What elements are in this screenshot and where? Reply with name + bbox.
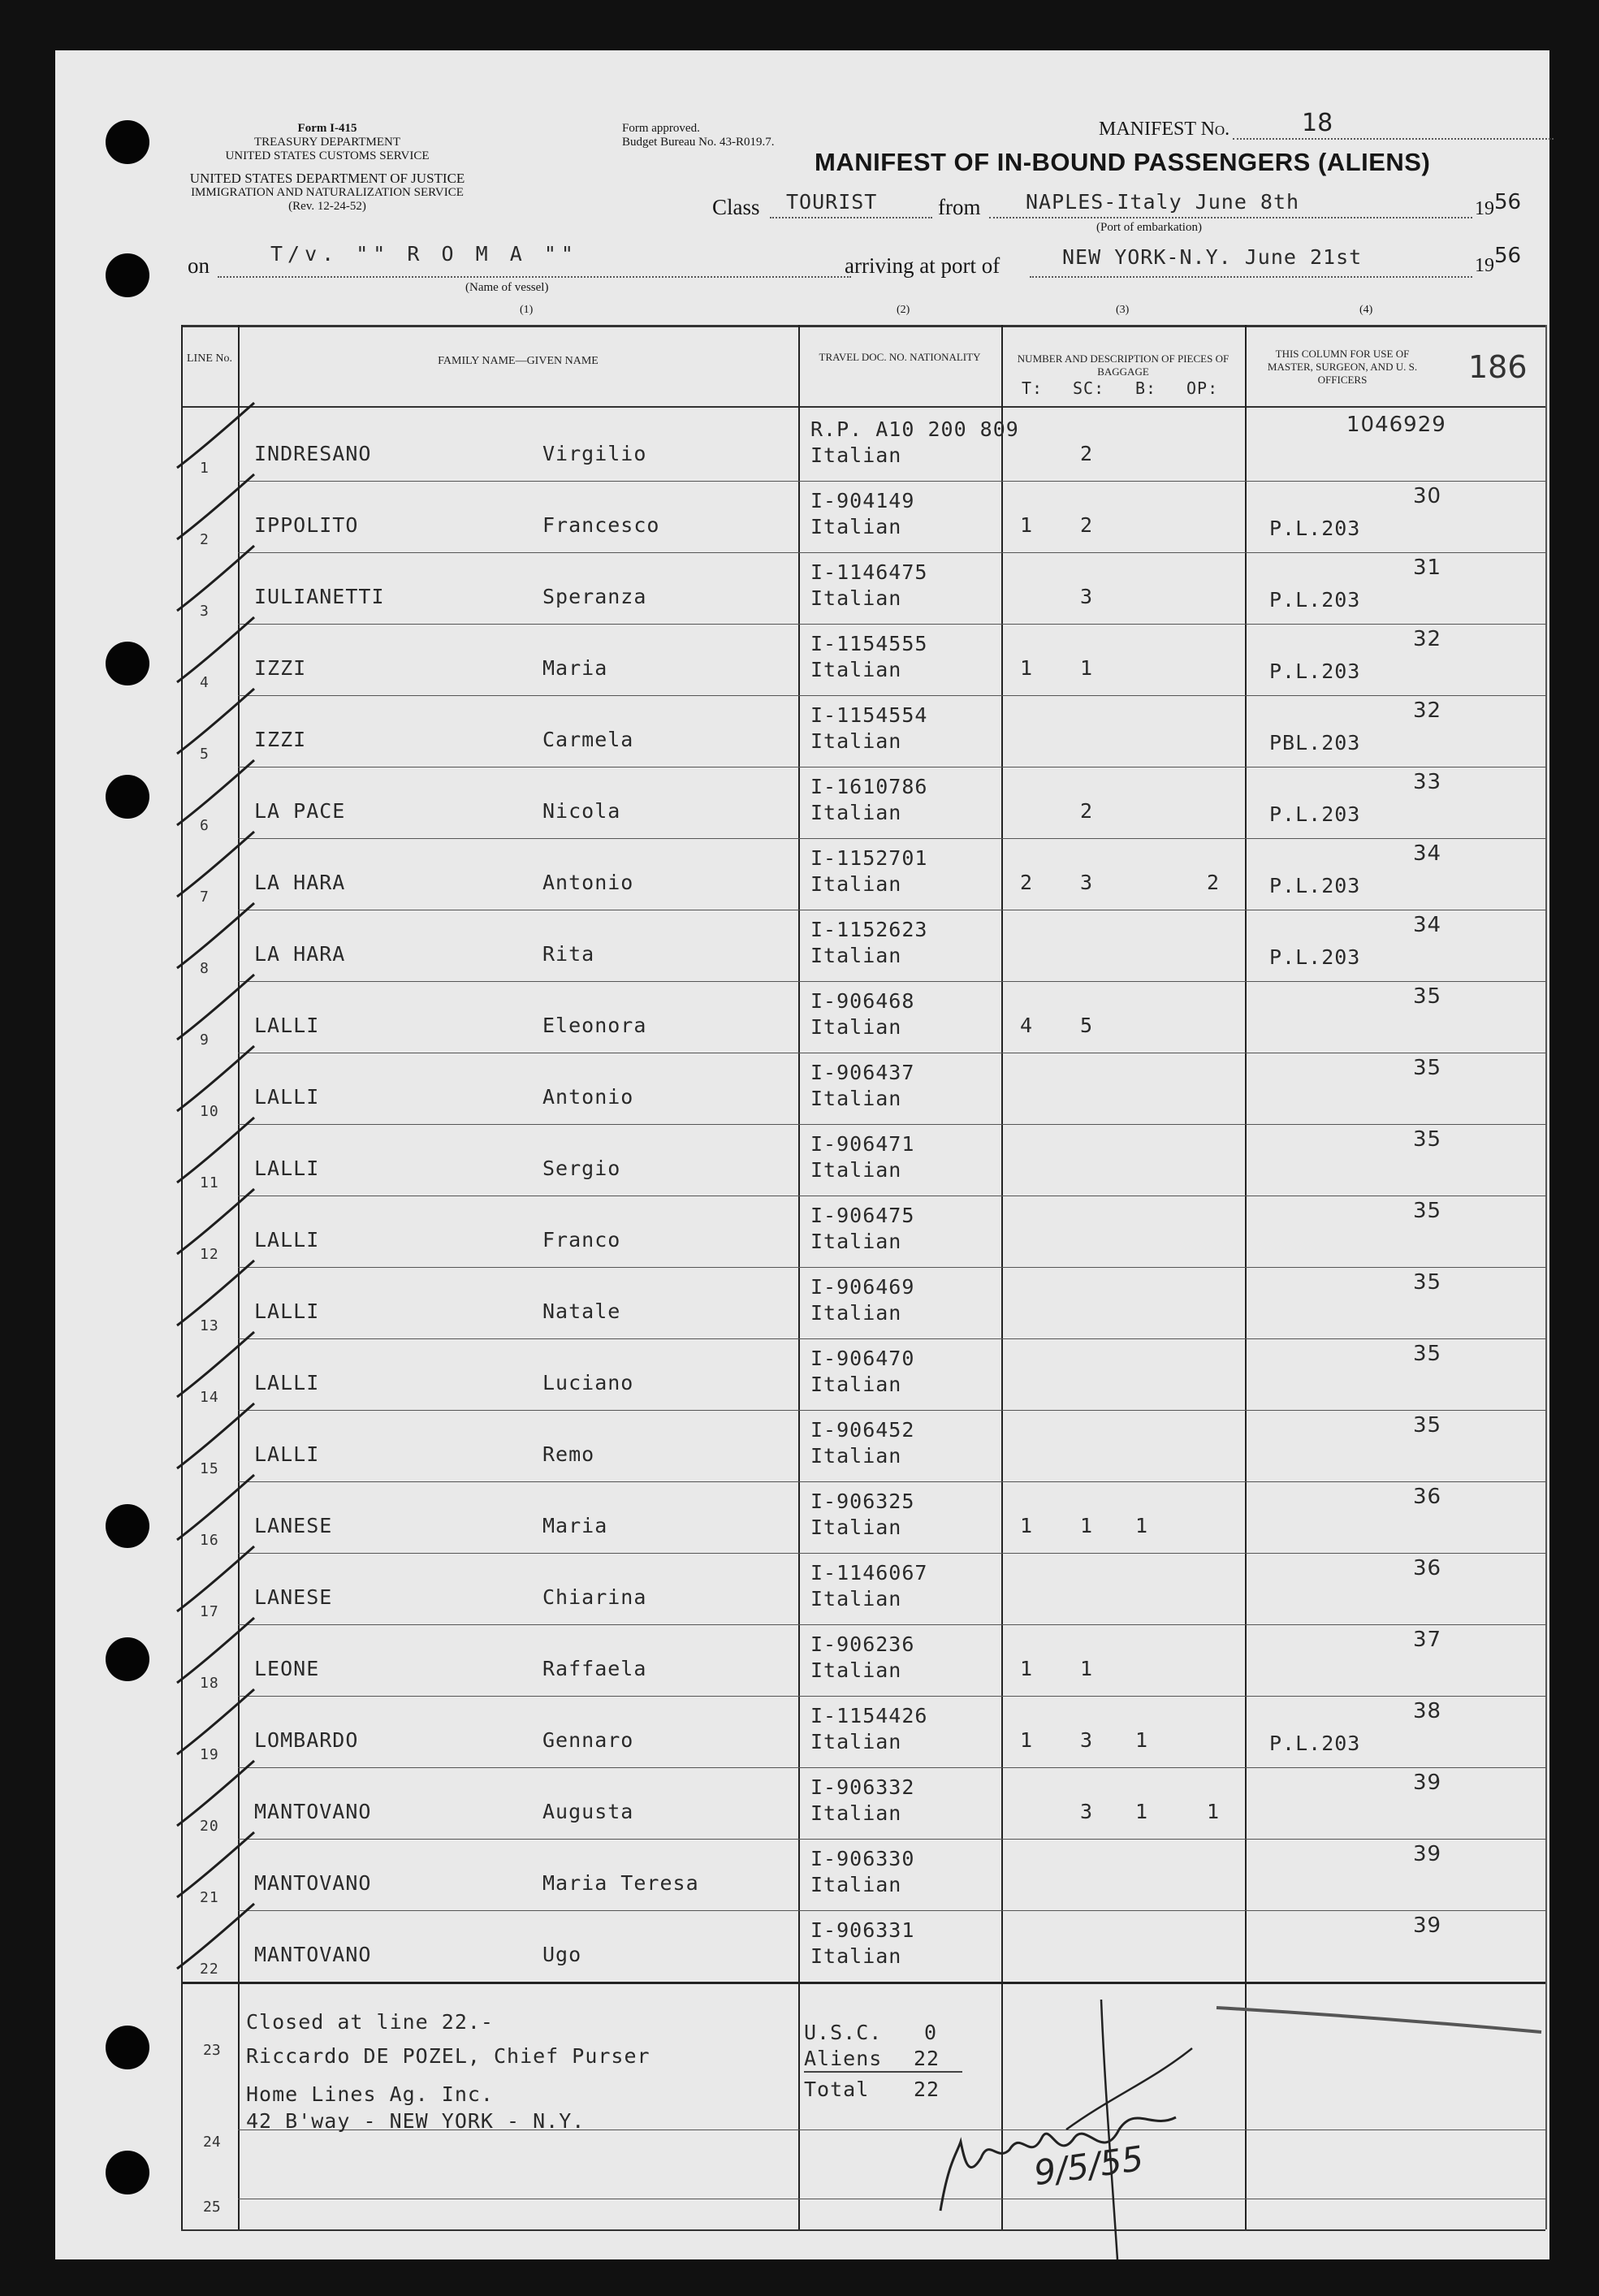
- total-value: 22: [914, 2078, 940, 2101]
- travel-doc-number: I-1154426: [810, 1704, 928, 1727]
- given-name: Nicola: [542, 799, 621, 823]
- travel-doc-number: I-1152701: [810, 846, 928, 870]
- family-name: LOMBARDO: [254, 1728, 359, 1752]
- officer-number: 35: [1413, 1199, 1442, 1223]
- bag-t-label: T:: [1022, 378, 1044, 398]
- arriving-label: arriving at port of: [845, 253, 1000, 278]
- table-row: [55, 1412, 1549, 1483]
- budget-bureau-no: Budget Bureau No. 43-R019.7.: [622, 136, 775, 149]
- travel-doc-number: I-906330: [810, 1847, 915, 1870]
- given-name: Francesco: [542, 513, 660, 537]
- line-number: 14: [200, 1389, 219, 1406]
- family-name: INDRESANO: [254, 442, 372, 465]
- travel-doc-number: I-1154554: [810, 703, 928, 727]
- line-number: 1: [200, 460, 210, 477]
- arrival-year: 56: [1494, 244, 1522, 268]
- agency-address: 42 B'way - NEW YORK - N.Y.: [246, 2109, 586, 2133]
- aliens-label: Aliens: [804, 2047, 883, 2070]
- table-row: [55, 1554, 1549, 1626]
- nationality: Italian: [810, 1087, 902, 1110]
- travel-doc-number: I-906437: [810, 1061, 915, 1084]
- port-embarkation-note: (Port of embarkation): [1096, 221, 1202, 234]
- line-number: 18: [200, 1675, 219, 1692]
- given-name: Sergio: [542, 1157, 621, 1180]
- travel-doc-number: I-904149: [810, 489, 915, 512]
- nationality: Italian: [810, 658, 902, 681]
- baggage-trunks: 2: [1020, 871, 1034, 894]
- line-number: 17: [200, 1603, 219, 1620]
- given-name: Speranza: [542, 585, 647, 608]
- form-id: Form I-415: [297, 122, 357, 135]
- table-row: [55, 840, 1549, 911]
- row-divider: [238, 1410, 1545, 1411]
- officer-number: 39: [1413, 1771, 1442, 1795]
- officer-number: 32: [1413, 627, 1442, 651]
- travel-doc-number: I-1154555: [810, 632, 928, 655]
- row-divider: [238, 1481, 1545, 1482]
- col-number-1: (1): [520, 304, 534, 316]
- punch-hole: [106, 253, 149, 297]
- line-number: 2: [200, 531, 210, 548]
- baggage-bags: 1: [1135, 1514, 1149, 1537]
- line-number: 3: [200, 603, 210, 620]
- line-number: 6: [200, 817, 210, 834]
- row-divider: [238, 838, 1545, 839]
- line-number: 5: [200, 746, 210, 763]
- table-row: [55, 625, 1549, 697]
- travel-doc-number: I-906471: [810, 1132, 915, 1156]
- family-name: IULIANETTI: [254, 585, 385, 608]
- bag-sc-label: SC:: [1073, 378, 1105, 398]
- baggage-suitcases: 5: [1080, 1014, 1094, 1037]
- family-name: LA PACE: [254, 799, 346, 823]
- baggage-trunks: 1: [1020, 1657, 1034, 1680]
- baggage-bags: 1: [1135, 1728, 1149, 1752]
- nationality: Italian: [810, 1015, 902, 1039]
- officer-number: 39: [1413, 1913, 1442, 1938]
- given-name: Franco: [542, 1228, 621, 1252]
- officer-number: 35: [1413, 1342, 1442, 1366]
- line-number: 11: [200, 1174, 219, 1191]
- officer-number: 33: [1413, 770, 1442, 794]
- class-label: Class: [712, 195, 760, 219]
- class-value: TOURIST: [786, 190, 878, 214]
- col-number-3: (3): [1116, 304, 1130, 316]
- nationality: Italian: [810, 729, 902, 753]
- baggage-other: 1: [1207, 1800, 1221, 1823]
- travel-doc-number: I-906331: [810, 1918, 915, 1942]
- col-header-name: FAMILY NAME—GIVEN NAME: [438, 355, 599, 367]
- manifest-no-label: MANIFEST No.: [1099, 119, 1230, 140]
- baggage-suitcases: 3: [1080, 1800, 1094, 1823]
- family-name: LANESE: [254, 1514, 333, 1537]
- line-number: 10: [200, 1103, 219, 1120]
- col-header-line-no: LINE No.: [187, 352, 232, 365]
- travel-doc-number: I-1152623: [810, 918, 928, 941]
- nationality: Italian: [810, 944, 902, 967]
- usc-label: U.S.C.: [804, 2021, 883, 2044]
- line-number: 19: [200, 1746, 219, 1763]
- line-number: 23: [203, 2042, 221, 2059]
- given-name: Maria: [542, 656, 608, 680]
- manifest-no-value: 18: [1302, 109, 1333, 137]
- nationality: Italian: [810, 1873, 902, 1896]
- baggage-suitcases: 1: [1080, 1657, 1094, 1680]
- nationality: Italian: [810, 1587, 902, 1611]
- baggage-suitcases: 3: [1080, 1728, 1094, 1752]
- table-row: [55, 1126, 1549, 1197]
- bag-b-label: B:: [1135, 378, 1157, 398]
- nationality: Italian: [810, 801, 902, 824]
- line-number: 25: [203, 2199, 221, 2216]
- port-of-embarkation: NAPLES-Italy June 8th: [1026, 190, 1300, 214]
- table-row: [55, 411, 1549, 482]
- nationality: Italian: [810, 1944, 902, 1968]
- family-name: IZZI: [254, 728, 307, 751]
- dept-customs: UNITED STATES CUSTOMS SERVICE: [225, 149, 430, 162]
- table-row: [55, 1483, 1549, 1554]
- family-name: IPPOLITO: [254, 513, 359, 537]
- baggage-trunks: 1: [1020, 513, 1034, 537]
- given-name: Maria Teresa: [542, 1871, 699, 1895]
- travel-doc-number: I-906470: [810, 1347, 915, 1370]
- family-name: MANTOVANO: [254, 1871, 372, 1895]
- line-number: 15: [200, 1460, 219, 1477]
- nationality: Italian: [810, 1158, 902, 1182]
- vessel-name: T/v. "" R O M A "": [270, 242, 578, 266]
- officer-number: 35: [1413, 1413, 1442, 1438]
- baggage-trunks: 1: [1020, 1728, 1034, 1752]
- line-number: 16: [200, 1532, 219, 1549]
- given-name: Natale: [542, 1299, 621, 1323]
- officer-number: 34: [1413, 841, 1442, 866]
- nationality: Italian: [810, 1230, 902, 1253]
- total-label: Total: [804, 2078, 870, 2101]
- officer-number: 35: [1413, 1270, 1442, 1295]
- nationality: Italian: [810, 1801, 902, 1825]
- row-divider: [238, 552, 1545, 553]
- table-row: [55, 1912, 1549, 1983]
- row-divider: [238, 624, 1545, 625]
- punch-hole: [106, 120, 149, 164]
- col-number-4: (4): [1359, 304, 1373, 316]
- baggage-suitcases: 1: [1080, 1514, 1094, 1537]
- travel-doc-number: I-1146475: [810, 560, 928, 584]
- travel-doc-number: I-906475: [810, 1204, 915, 1227]
- family-name: LALLI: [254, 1299, 320, 1323]
- officer-note: P.L.203: [1269, 588, 1361, 612]
- given-name: Maria: [542, 1514, 608, 1537]
- travel-doc-number: I-906469: [810, 1275, 915, 1299]
- table-row: [55, 697, 1549, 768]
- from-label: from: [938, 195, 981, 219]
- manifest-title: MANIFEST OF IN-BOUND PASSENGERS (ALIENS): [815, 148, 1431, 176]
- travel-doc-number: I-906236: [810, 1632, 915, 1656]
- row-divider: [238, 1910, 1545, 1911]
- table-row: [55, 911, 1549, 983]
- baggage-bags: 1: [1135, 1800, 1149, 1823]
- officer-note: P.L.203: [1269, 945, 1361, 969]
- baggage-suitcases: 2: [1080, 442, 1094, 465]
- table-row: [55, 1697, 1549, 1769]
- punch-hole: [106, 2026, 149, 2069]
- line-number: 22: [200, 1961, 219, 1978]
- family-name: MANTOVANO: [254, 1800, 372, 1823]
- line-number: 4: [200, 674, 210, 691]
- row-divider: [238, 1124, 1545, 1125]
- baggage-suitcases: 3: [1080, 871, 1094, 894]
- form-revision: (Rev. 12-24-52): [288, 200, 366, 213]
- given-name: Rita: [542, 942, 595, 966]
- vessel-note: (Name of vessel): [465, 281, 549, 294]
- travel-doc-number: I-1146067: [810, 1561, 928, 1585]
- row-divider: [238, 1624, 1545, 1625]
- officer-note: PBL.203: [1269, 731, 1361, 755]
- baggage-suitcases: 2: [1080, 513, 1094, 537]
- family-name: LA HARA: [254, 942, 346, 966]
- given-name: Eleonora: [542, 1014, 647, 1037]
- nationality: Italian: [810, 1444, 902, 1468]
- family-name: LEONE: [254, 1657, 320, 1680]
- given-name: Antonio: [542, 1085, 634, 1109]
- given-name: Ugo: [542, 1943, 582, 1966]
- page-number: 186: [1468, 349, 1528, 385]
- line-number: 13: [200, 1317, 219, 1334]
- col-header-baggage: NUMBER AND DESCRIPTION OF PIECES OF BAGGAGE: [1017, 352, 1230, 378]
- row-divider: [238, 1338, 1545, 1339]
- officer-number: 31: [1413, 556, 1442, 580]
- row-divider: [238, 481, 1545, 482]
- given-name: Augusta: [542, 1800, 634, 1823]
- table-row: [55, 1340, 1549, 1412]
- nationality: Italian: [810, 443, 902, 467]
- officer-number: 1046929: [1346, 413, 1446, 437]
- form-approved: Form approved.: [622, 122, 700, 135]
- given-name: Chiarina: [542, 1585, 647, 1609]
- dept-treasury: TREASURY DEPARTMENT: [253, 136, 401, 149]
- officer-number: 38: [1413, 1699, 1442, 1723]
- given-name: Luciano: [542, 1371, 634, 1394]
- nationality: Italian: [810, 872, 902, 896]
- punch-hole: [106, 2151, 149, 2194]
- officer-number: 37: [1413, 1628, 1442, 1652]
- table-end-rule: [181, 1982, 1545, 1984]
- given-name: Virgilio: [542, 442, 647, 465]
- table-row: [55, 1840, 1549, 1912]
- officer-note: P.L.203: [1269, 802, 1361, 826]
- officer-number: 39: [1413, 1842, 1442, 1866]
- closed-note: Closed at line 22.-: [246, 2010, 494, 2034]
- officer-note: P.L.203: [1269, 1732, 1361, 1755]
- col-number-2: (2): [897, 304, 910, 316]
- line-number: 7: [200, 889, 210, 906]
- purser-name: Riccardo DE POZEL, Chief Purser: [246, 2044, 650, 2068]
- signature-date: 9/5/55: [1031, 2138, 1146, 2194]
- nationality: Italian: [810, 515, 902, 538]
- year-prefix: 19: [1475, 198, 1494, 219]
- on-label: on: [188, 253, 210, 278]
- officer-number: 34: [1413, 913, 1442, 937]
- agency-name: Home Lines Ag. Inc.: [246, 2082, 494, 2106]
- departure-year: 56: [1494, 190, 1522, 214]
- table-row: [55, 1054, 1549, 1126]
- nationality: Italian: [810, 586, 902, 610]
- bag-op-label: OP:: [1186, 378, 1219, 398]
- officer-number: 35: [1413, 984, 1442, 1009]
- given-name: Carmela: [542, 728, 634, 751]
- family-name: LA HARA: [254, 871, 346, 894]
- row-divider: [238, 695, 1545, 696]
- officer-number: 35: [1413, 1127, 1442, 1152]
- line-number: 12: [200, 1246, 219, 1263]
- dept-justice: UNITED STATES DEPARTMENT OF JUSTICE: [189, 171, 465, 186]
- table-row: [55, 1769, 1549, 1840]
- officer-number: 35: [1413, 1056, 1442, 1080]
- given-name: Remo: [542, 1442, 595, 1466]
- table-row: [55, 768, 1549, 840]
- port-of-arrival: NEW YORK-N.Y. June 21st: [1062, 245, 1363, 269]
- line-number: 9: [200, 1031, 210, 1049]
- aliens-value: 22: [914, 2047, 940, 2070]
- table-row: [55, 983, 1549, 1054]
- officer-note: P.L.203: [1269, 874, 1361, 897]
- given-name: Gennaro: [542, 1728, 634, 1752]
- given-name: Antonio: [542, 871, 634, 894]
- family-name: LALLI: [254, 1442, 320, 1466]
- officer-number: 36: [1413, 1556, 1442, 1580]
- line-number: 8: [200, 960, 210, 977]
- row-divider: [238, 1696, 1545, 1697]
- table-row: [55, 482, 1549, 554]
- row-divider: [238, 1267, 1545, 1268]
- line-number: 21: [200, 1889, 219, 1906]
- travel-doc-number: I-906468: [810, 989, 915, 1013]
- family-name: LANESE: [254, 1585, 333, 1609]
- nationality: Italian: [810, 1301, 902, 1325]
- table-row: [55, 1269, 1549, 1340]
- row-divider: [238, 1553, 1545, 1554]
- row-divider: [238, 1767, 1545, 1768]
- officer-number: 36: [1413, 1485, 1442, 1509]
- baggage-suitcases: 1: [1080, 656, 1094, 680]
- baggage-other: 2: [1207, 871, 1221, 894]
- baggage-trunks: 1: [1020, 656, 1034, 680]
- travel-doc-number: I-906332: [810, 1775, 915, 1799]
- manifest-page: [55, 50, 1549, 2259]
- family-name: MANTOVANO: [254, 1943, 372, 1966]
- family-name: IZZI: [254, 656, 307, 680]
- family-name: LALLI: [254, 1371, 320, 1394]
- nationality: Italian: [810, 1658, 902, 1682]
- nationality: Italian: [810, 1373, 902, 1396]
- usc-value: 0: [924, 2021, 938, 2044]
- officer-note: P.L.203: [1269, 659, 1361, 683]
- nationality: Italian: [810, 1516, 902, 1539]
- officer-note: P.L.203: [1269, 517, 1361, 540]
- officer-number: 32: [1413, 698, 1442, 723]
- baggage-suitcases: 2: [1080, 799, 1094, 823]
- family-name: LALLI: [254, 1228, 320, 1252]
- baggage-trunks: 1: [1020, 1514, 1034, 1537]
- officer-number: 30: [1413, 484, 1442, 508]
- travel-doc-number: I-906325: [810, 1490, 915, 1513]
- given-name: Raffaela: [542, 1657, 647, 1680]
- table-row: [55, 554, 1549, 625]
- table-row: [55, 1197, 1549, 1269]
- baggage-suitcases: 3: [1080, 585, 1094, 608]
- col-header-officers: THIS COLUMN FOR USE OF MASTER, SURGEON, AND U. S. OFFICERS: [1267, 348, 1418, 386]
- table-row: [55, 1626, 1549, 1697]
- travel-doc-number: I-906452: [810, 1418, 915, 1442]
- col-header-travel-doc: TRAVEL DOC. NO. NATIONALITY: [819, 351, 981, 363]
- nationality: Italian: [810, 1730, 902, 1753]
- line-number: 20: [200, 1818, 219, 1835]
- row-divider: [238, 981, 1545, 982]
- baggage-trunks: 4: [1020, 1014, 1034, 1037]
- line-number: 24: [203, 2134, 221, 2151]
- family-name: LALLI: [254, 1085, 320, 1109]
- year-prefix: 19: [1475, 255, 1494, 276]
- family-name: LALLI: [254, 1014, 320, 1037]
- row-divider: [238, 1839, 1545, 1840]
- travel-doc-number: R.P. A10 200 809: [810, 417, 1019, 441]
- family-name: LALLI: [254, 1157, 320, 1180]
- travel-doc-number: I-1610786: [810, 775, 928, 798]
- dept-ins: IMMIGRATION AND NATURALIZATION SERVICE: [191, 186, 464, 199]
